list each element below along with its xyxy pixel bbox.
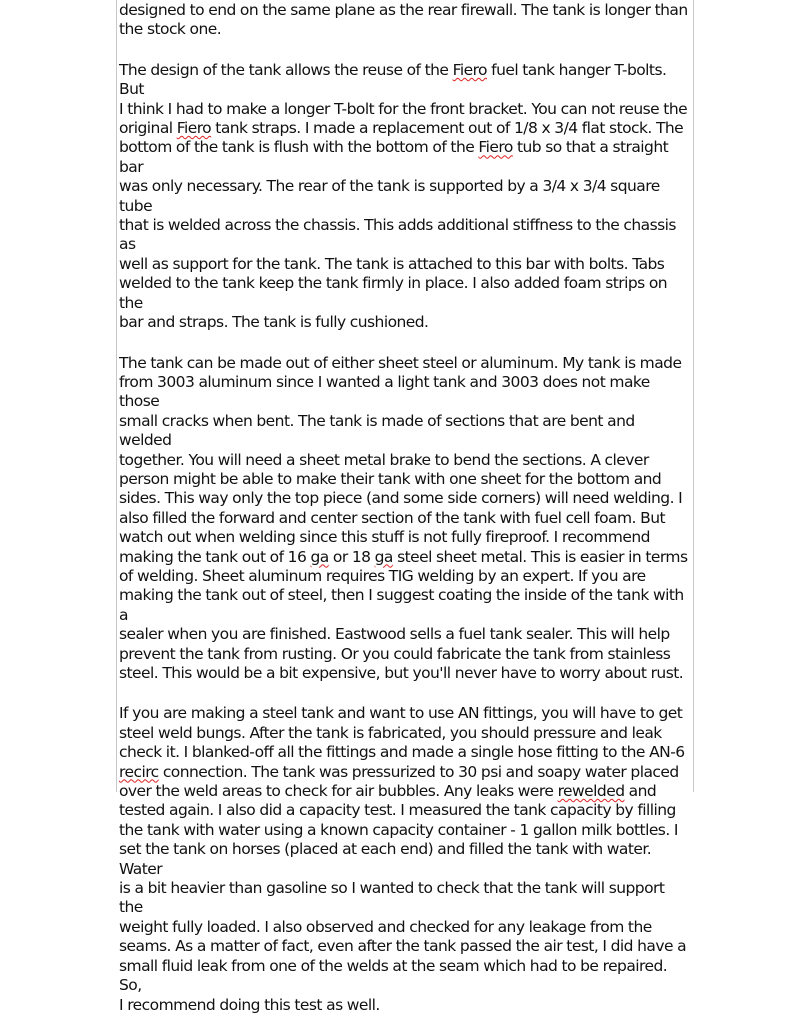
misspelled-word: rewelded — [557, 782, 625, 801]
text-run: If you are making a steel tank and want to use AN fittings, you will have to get steel weld bungs. After the tank is fabricated, you should pressure and leak check it. I blanked-off all the fittings and made a single hose fitting to the AN-6 — [119, 704, 685, 762]
text-run: fuel tank hanger T-bolts. But I think I had to make a longer T-bolt for the front bracket. You can not reuse the original — [119, 60, 688, 138]
text-run: The design of the tank allows the reuse of the — [119, 60, 453, 79]
text-run: steel sheet metal. This is easier in terms of welding. Sheet aluminum requires TIG welding by an expert. If you are making the tank out of steel, then I suggest coating the inside of the tank with a sealer when you are finished. Eastwood sells a fuel tank sealer. This will help prevent the tank from rusting. Or you could fabricate the tank from stainless steel. This would be a bit expensive, but you'll never have to worry about rust. — [119, 547, 688, 682]
text-run: tub so that a straight bar was only necessary. The rear of the tank is supported by a 3/4 x 3/4 square tube that is welded across the chassis. This adds additional stiffness to the chassis as well as support for the tank. The tank is attached to this bar with bolts. Tabs welded to the tank keep the tank firmly in place. I also added foam strips on the bar and straps. The tank is fully cushioned. — [119, 138, 676, 332]
misspelled-word: ga — [374, 547, 393, 566]
text-run: tank straps. I made a replacement out of 1/8 x 3/4 flat stock. The bottom of the tank is flush with the bottom of the — [119, 119, 684, 157]
misspelled-word: recirc — [119, 762, 159, 781]
text-run: designed to end on the same plane as the rear firewall. The tank is longer than the stock one. — [119, 1, 688, 39]
misspelled-word: ga — [310, 547, 329, 566]
text-run: connection. The tank was pressurized to 30 psi and soapy water placed over the weld areas to check for air bubbles. Any leaks were — [119, 762, 679, 801]
text-run: or 18 — [328, 547, 375, 566]
text-run: The tank can be made out of either sheet steel or aluminum. My tank is made from 3003 aluminum since I wanted a light tank and 3003 does not make those small cracks when bent. The tank is made of sections that are bent and welded together. You will need a sheet metal brake to bend the sections. A clever person might be able to make their tank with one sheet for the bottom and sides. This way only the top piece (and some side corners) will need welding. I also filled the forward and center section of the tank with fuel cell foam. But watch out when welding since this stuff is not fully fireproof. I recommend making the tank out of 16 — [119, 353, 683, 566]
misspelled-word: Fiero — [478, 138, 513, 157]
document-page — [116, 0, 694, 1014]
paragraph — [119, 354, 689, 684]
text-run: and tested again. I also did a capacity test. I measured the tank capacity by filling the tank with water using a known capacity container - 1 gallon milk bottles. I set the tank on horses (placed at each end) and filled the tank with water. Water is a bit heavier than gasoline so I wanted to check that the tank will support the weight fully loaded. I also observed and checked for any leakage from the seams. As a matter of fact, even after the tank passed the air test, I did have a small fluid leak from one of the welds at the seam which had to be repaired. So, I recommend doing this test as well. — [119, 782, 687, 1014]
paragraph — [119, 1, 689, 40]
misspelled-word: Fiero — [176, 119, 212, 138]
misspelled-word: Fiero — [452, 60, 487, 79]
paragraph — [119, 704, 689, 1015]
paragraph — [119, 61, 689, 333]
